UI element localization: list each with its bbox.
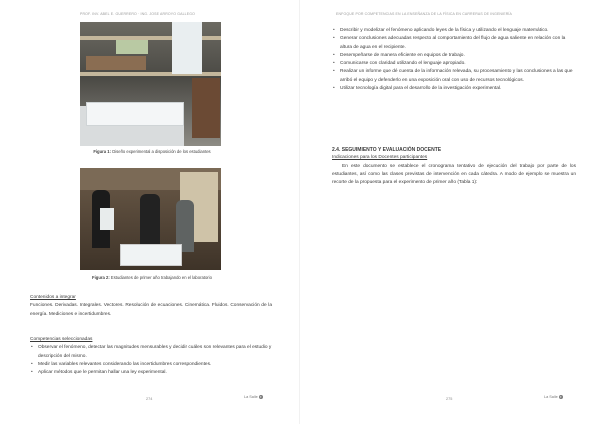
figure-1-photo [80, 22, 221, 146]
water-container [120, 244, 182, 266]
page-number: 274 [146, 397, 153, 401]
figure-1-caption: Figura 1: Diseño experimental a disposición de los estudiantes [93, 149, 211, 154]
list-item: • Describir y modelizar el fenómeno aplicando leyes de la física y utilizando el lenguaje matemático. [332, 27, 576, 35]
competencias-list [30, 344, 272, 377]
water-container [86, 102, 184, 126]
cabinet [192, 78, 220, 138]
list-item: • Generar conclusiones adecuadas respecto al comportamiento del flujo de agua saliente en relación con la altura de agua en el recipiente. [332, 35, 576, 52]
lab-equipment [116, 40, 148, 54]
water-tank [172, 22, 202, 74]
section-paragraph: En este documento se establece el cronograma tentativo de ejecución del trabajo por parte de los estudiantes, así como las clases previstas de intervención en cada cátedra. A modo de ejemplo se muestra un recorte de la propuesta para el experimento de primer año (Tabla 1): [332, 163, 576, 186]
contenidos-text: Funciones. Derivadas. Integrales. Vectores. Resolución de ecuaciones. Cinemática. Fluidos. Conservación de la energía. Mediciones e incertidumbres. [30, 303, 272, 317]
contenidos-heading: Contenidos a integrar [30, 295, 76, 300]
list-item: • Utilizar tecnología digital para el desarrollo de la investigación experimental. [332, 85, 576, 93]
list-item: • Aplicar métodos que le permitan hallar una ley experimental. [30, 369, 272, 377]
competencias-heading: Competencias seleccionadas [30, 337, 93, 342]
section-title: 2.4. SEGUIMIENTO Y EVALUACIÓN DOCENTE [332, 147, 442, 153]
list-item: • Desempeñarse de manera eficiente en equipos de trabajo. [332, 52, 576, 60]
page-number: 275 [446, 397, 453, 401]
brand-icon: ✦ [259, 395, 262, 399]
contenidos-section [30, 294, 272, 319]
competencias-continued [332, 27, 576, 93]
right-page [300, 0, 600, 424]
figure-2-caption: Figura 2: Estudiantes de primer año trabajando en el laboratorio [92, 275, 212, 280]
water-tank [100, 208, 114, 230]
list-item: • Medir las variables relevantes considerando las incertidumbres correspondientes. [30, 361, 272, 369]
right-running-header: ENFOQUE POR COMPETENCIAS EN LA ENSEÑANZA DE LA FÍSICA EN CARRERAS DE INGENIERÍA [336, 12, 512, 16]
left-running-header: PROF. INV. ABEL E. GUERRERO · ING. JOSE ARROYO GALLEGO [80, 12, 196, 16]
competencias-list-continued [332, 27, 576, 93]
brand-icon: ✦ [559, 395, 562, 399]
footer-logo [244, 395, 263, 399]
list-item: • Comunicarse con claridad utilizando el lenguaje apropiado. [332, 60, 576, 68]
footer-brand: La Salle [544, 395, 558, 399]
footer-logo [544, 395, 563, 399]
list-item: • Observar el fenómeno, detectar las magnitudes mensurables y decidir cuáles son relevantes para el estudio y descripción del mismo. [30, 344, 272, 361]
figure-2-photo [80, 168, 221, 270]
list-item: • Realizar un informe que dé cuenta de la información relevada, su procesamiento y las conclusiones a las que arribó el equipo y defenderlo en una exposición oral con uso de recursos tecnológicos. [332, 68, 576, 85]
lab-equipment [86, 56, 146, 70]
student [140, 194, 160, 250]
evaluation-section [332, 146, 576, 187]
competencias-section [30, 336, 272, 377]
section-subheading: Indicaciones para los Docentes participantes [332, 155, 428, 161]
footer-brand: La Salle [244, 395, 258, 399]
